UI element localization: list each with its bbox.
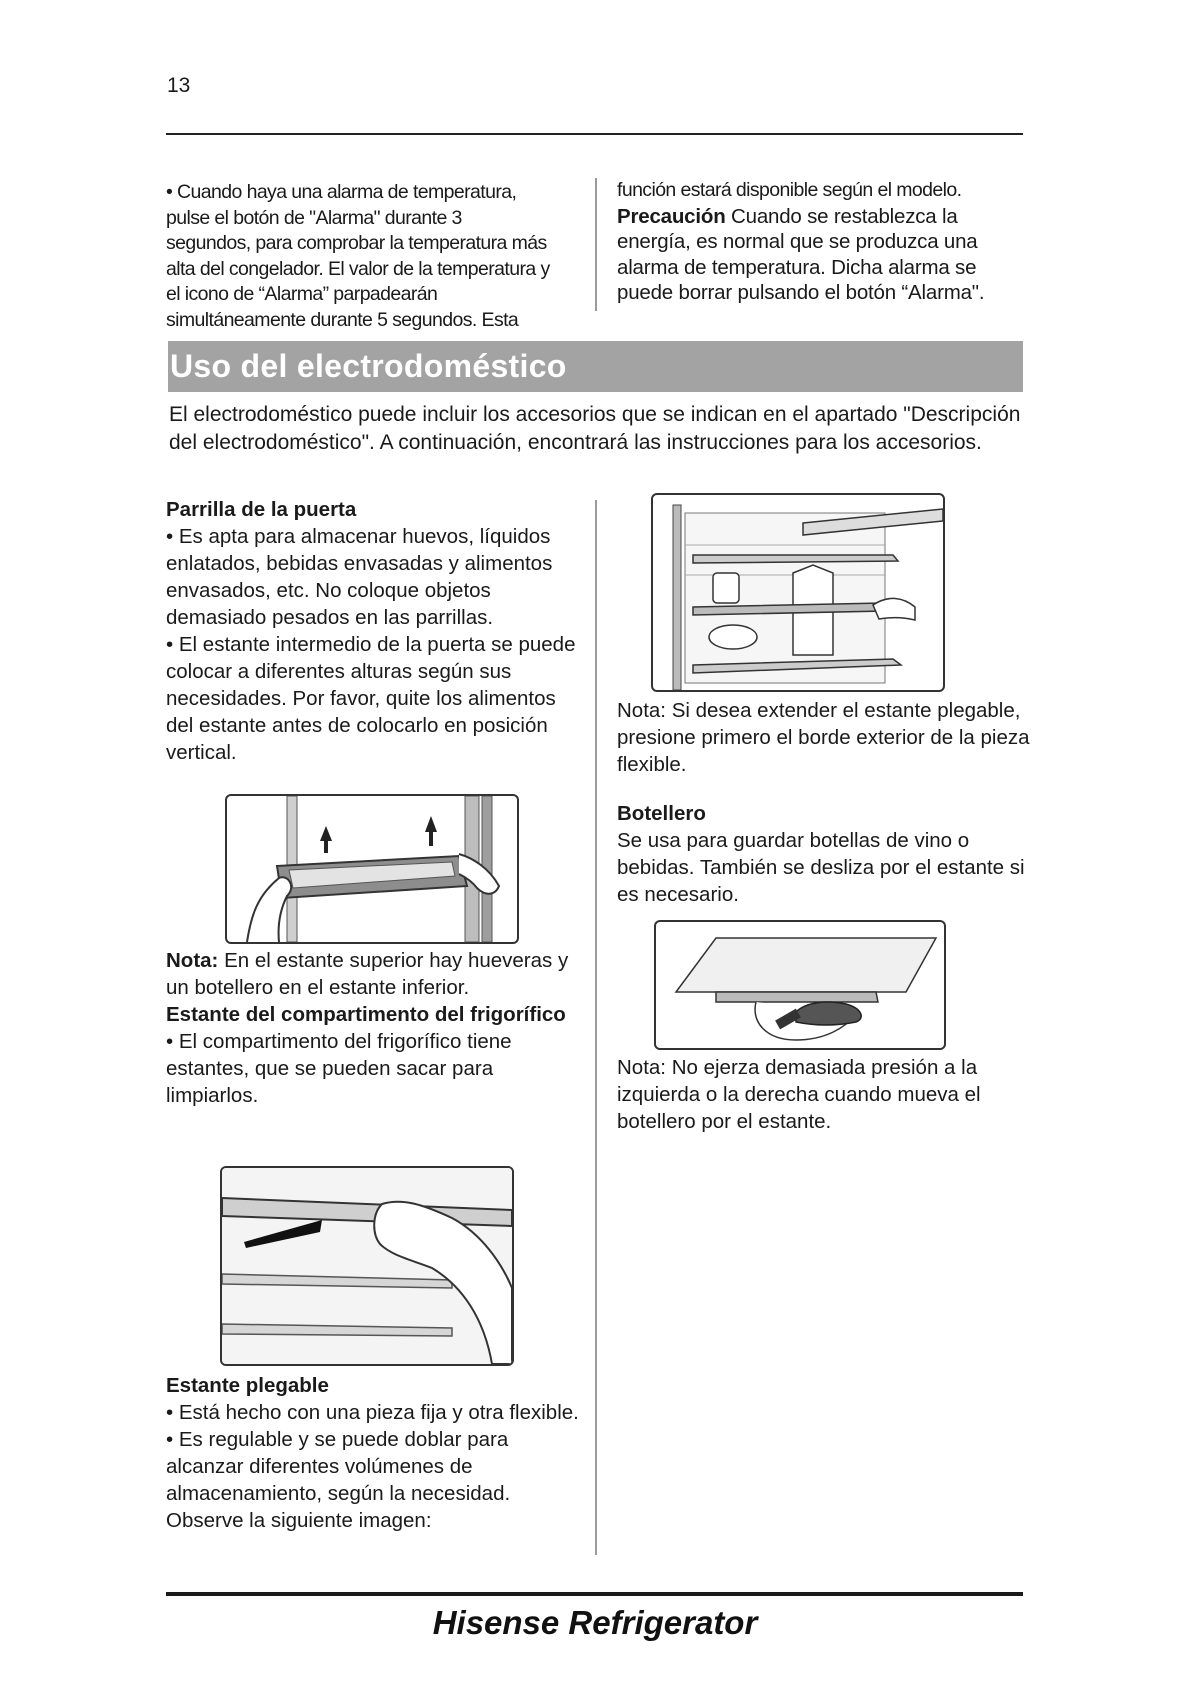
brand-footer: Hisense Refrigerator xyxy=(432,1604,758,1641)
text-line: función estará disponible según el modelo. xyxy=(617,179,962,201)
fridge-shelf-paragraph: • El compartimento del frigorífico tiene estantes, que se pueden sacar para limpiarlos. xyxy=(166,1030,512,1107)
page-number: 13 xyxy=(167,74,191,97)
text-line: simultáneamente durante 5 segundos. Esta xyxy=(166,308,519,331)
section-title: Uso del electrodoméstico xyxy=(170,348,567,384)
text-line: segundos, para comprobar la temperatura más xyxy=(166,232,547,254)
text-line: pulse el botón de "Alarma" durante 3 xyxy=(166,206,462,229)
caution-block xyxy=(617,178,1027,306)
right-col-block xyxy=(617,697,1037,908)
text-line: • Cuando haya una alarma de temperatura, xyxy=(166,181,517,203)
folding-shelf-paragraph: • Está hecho con una pieza fija y otra flexible. xyxy=(166,1401,579,1424)
spacer xyxy=(617,778,1037,800)
door-rack-illustration xyxy=(225,794,519,944)
folding-shelf-illustration xyxy=(651,493,945,692)
folding-shelf-note: Nota: Si desea extender el estante plegable, presione primero el borde exterior de la pieza flexible. xyxy=(617,699,1030,776)
column-divider xyxy=(595,178,597,311)
note-text: En el estante superior hay hueveras y un botellero en el estante inferior. xyxy=(166,949,569,999)
footer-rule xyxy=(166,1592,1023,1596)
text-line: alta del congelador. El valor de la temperatura y xyxy=(166,257,550,280)
door-rack-block xyxy=(166,496,586,766)
door-rack-paragraph: • El estante intermedio de la puerta se puede colocar a diferentes alturas según sus necesidades. Por favor, quite los alimentos del estante antes de colocarlo en posición vertical. xyxy=(166,633,576,764)
left-col-block-2 xyxy=(166,947,586,1109)
alarm-instructions xyxy=(166,180,586,333)
section-intro: El electrodoméstico puede incluir los accesorios que se indican en el apartado "Descripción del electrodoméstico". A continuación, encontrará las instrucciones para los accesorios. xyxy=(169,403,1021,454)
caution-text: Cuando se restablezca la energía, es normal que se produzca una alarma de temperatura. Dicha alarma se puede borrar pulsando el botón “Alarma". xyxy=(617,204,985,304)
fridge-shelf-heading: Estante del compartimento del frigorífico xyxy=(166,1003,566,1026)
column-divider xyxy=(595,500,597,1555)
bottle-rack-illustration xyxy=(654,920,946,1050)
door-rack-heading: Parrilla de la puerta xyxy=(166,498,357,521)
door-rack-paragraph: • Es apta para almacenar huevos, líquidos enlatados, bebidas envasadas y alimentos envasados, etc. No coloque objetos demasiado pesados en las parrillas. xyxy=(166,525,553,629)
folding-shelf-block xyxy=(166,1372,586,1534)
text-line: el icono de “Alarma” parpadearán xyxy=(166,283,438,305)
note-label: Nota: xyxy=(166,949,219,972)
fridge-shelf-illustration xyxy=(220,1166,514,1366)
header-rule xyxy=(166,133,1023,135)
caution-label: Precaución xyxy=(617,204,726,228)
bottle-rack-paragraph: Se usa para guardar botellas de vino o bebidas. También se desliza por el estante si es necesario. xyxy=(617,829,1025,906)
folding-shelf-paragraph: • Es regulable y se puede doblar para alcanzar diferentes volúmenes de almacenamiento, según la necesidad. Observe la siguiente imagen: xyxy=(166,1428,511,1532)
folding-shelf-heading: Estante plegable xyxy=(166,1374,329,1397)
bottle-rack-heading: Botellero xyxy=(617,802,706,825)
bottle-rack-note: Nota: No ejerza demasiada presión a la izquierda o la derecha cuando mueva el botellero por el estante. xyxy=(617,1056,981,1133)
bottle-rack-note-block xyxy=(617,1054,1037,1135)
